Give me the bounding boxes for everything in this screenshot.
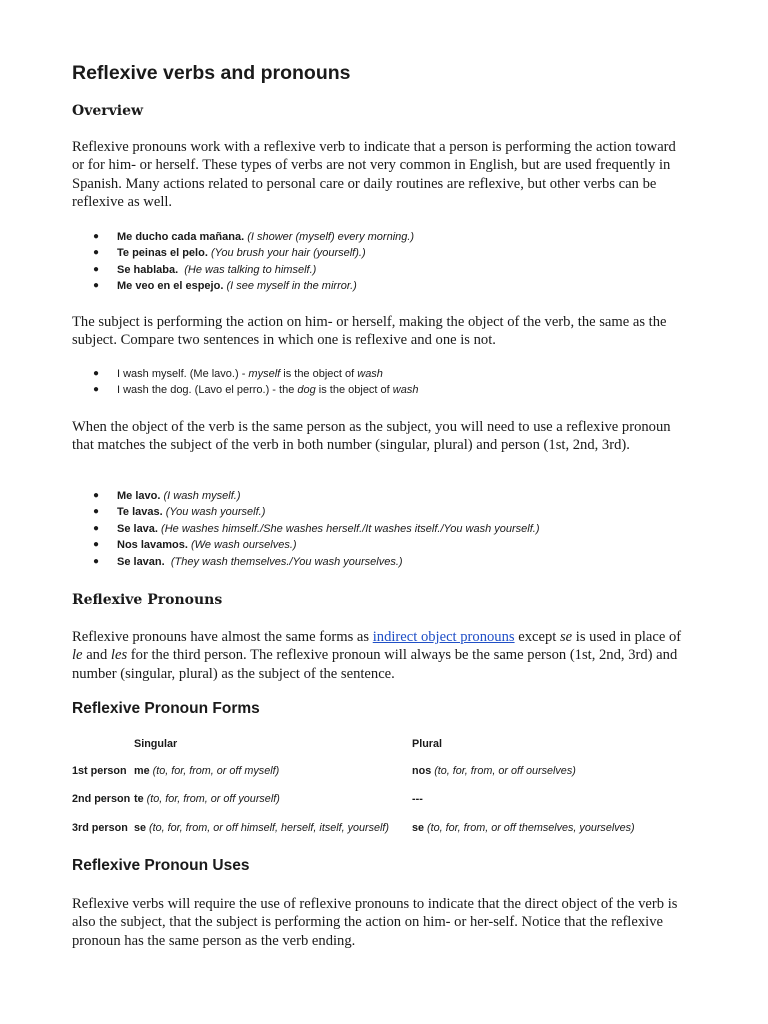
bullet-icon: ● (93, 490, 100, 501)
bullet-icon: ● (93, 368, 100, 379)
table-row: 2nd person te (to, for, from, or off yourself) --- (72, 793, 423, 805)
list-item: ● Me ducho cada mañana. (I shower (myself) every morning.) (72, 229, 414, 245)
list-item: ● Te peinas el pelo. (You brush your hair (yourself).) (72, 245, 414, 261)
bullet-icon: ● (93, 247, 100, 259)
examples-list-2 (72, 366, 418, 399)
document-title: Reflexive verbs and pronouns (72, 62, 351, 84)
list-item: ● Se lavan. (They wash themselves./You wash yourselves.) (72, 554, 540, 570)
examples-list-3 (72, 488, 540, 570)
table-header-row (72, 736, 692, 752)
examples-list-1 (72, 229, 414, 295)
bullet-icon: ● (93, 555, 100, 567)
table-row: 1st person me (to, for, from, or off myself) nos (to, for, from, or off ourselves) (72, 765, 576, 777)
bullet-icon: ● (93, 384, 100, 396)
bullet-icon: ● (93, 522, 100, 534)
reflexive-pronouns-heading: Reflexive Pronouns (72, 592, 223, 608)
overview-paragraph-1: Reflexive pronouns work with a reflexive verb to indicate that a person is performing the action toward or for him- or herself. These types of verbs are not very common in English, but are used frequently in Spanish. Many actions related to personal care or daily routines are reflexive, but other verbs can be reflexive as well. (72, 139, 676, 211)
bullet-icon: ● (93, 231, 100, 242)
list-item: ● Se lava. (He washes himself./She washes herself./It washes itself./You wash yourself.) (72, 521, 540, 537)
list-item: ● Me lavo. (I wash myself.) (72, 488, 540, 504)
bullet-icon: ● (93, 506, 100, 518)
pronoun-uses-paragraph: Reflexive verbs will require the use of reflexive pronouns to indicate that the direct object of the verb is also the subject, that the subject is performing the action on him- or her-self. Notice that the reflexive pronoun has the same person as the verb ending. (72, 896, 678, 949)
singular-column-header: Singular (134, 738, 178, 750)
overview-heading: Overview (72, 103, 144, 119)
reflexive-pronouns-paragraph: Reflexive pronouns have almost the same forms as indirect object pronouns except se is used in place of le and les for the third person. The reflexive pronoun will always be the same person (1st, 2nd, 3rd) and number (singular, plural) as the subject of the sentence. (72, 629, 682, 682)
list-item: ● Me veo en el espejo. (I see myself in the mirror.) (72, 278, 414, 294)
plural-column-header: Plural (412, 738, 443, 750)
list-item: ● I wash myself. (Me lavo.) - myself is the object of wash (72, 366, 418, 382)
overview-paragraph-3: When the object of the verb is the same person as the subject, you will need to use a reflexive pronoun that matches the subject of the verb in both number (singular, plural) and person (1st, 2nd, 3rd). (72, 419, 671, 454)
list-item: ● Se hablaba. (He was talking to himself.) (72, 262, 414, 278)
bullet-icon: ● (93, 539, 100, 551)
indirect-object-pronouns-link[interactable]: indirect object pronouns (372, 629, 515, 645)
list-item: ● Te lavas. (You wash yourself.) (72, 504, 540, 520)
table-row: 3rd person se (to, for, from, or off himself, herself, itself, yourself) se (to, for, from, or off themselves, yourselves) (72, 822, 635, 834)
overview-paragraph-2: The subject is performing the action on him- or herself, making the object of the verb, the same as the subject. Compare two sentences in which one is reflexive and one is not. (72, 314, 667, 349)
bullet-icon: ● (93, 263, 100, 275)
bullet-icon: ● (93, 280, 100, 292)
pronoun-forms-heading: Reflexive Pronoun Forms (72, 700, 260, 717)
pronoun-uses-heading: Reflexive Pronoun Uses (72, 857, 250, 874)
list-item: ● Nos lavamos. (We wash ourselves.) (72, 537, 540, 553)
list-item: ● I wash the dog. (Lavo el perro.) - the dog is the object of wash (72, 382, 418, 398)
